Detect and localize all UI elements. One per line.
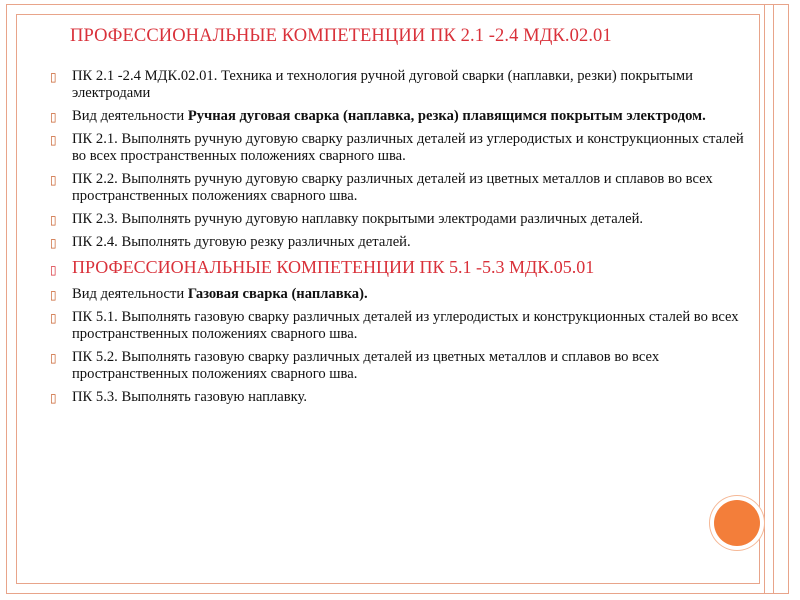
item-text: ПК 5.1. Выполнять газовую сварку различных деталей из углеродистых и конструкционных сталей во всех пространственных положениях сварного шва. xyxy=(72,309,739,342)
item-label: Вид деятельности xyxy=(72,108,188,124)
slide-side-rail xyxy=(764,4,774,594)
bullet-icon: ▯ xyxy=(50,288,57,302)
bullet-icon: ▯ xyxy=(50,173,57,187)
item-text: ПК 2.2. Выполнять ручную дуговую сварку различных деталей из цветных металлов и сплавов во всех пространственных положениях сварного шва. xyxy=(72,171,713,204)
list-item xyxy=(50,171,755,205)
item-text: ПК 2.1 -2.4 МДК.02.01. Техника и технология ручной дуговой сварки (наплавки, резки) покрытыми электродами xyxy=(72,68,693,101)
item-text: ПК 5.2. Выполнять газовую сварку различных деталей из цветных металлов и сплавов во всех пространственных положениях сварного шва. xyxy=(72,349,660,382)
bullet-icon: ▯ xyxy=(50,133,57,147)
list-item xyxy=(50,68,755,102)
list-item xyxy=(50,131,755,165)
decorative-orange-circle xyxy=(714,500,760,546)
list-item xyxy=(50,108,755,125)
list-item xyxy=(50,389,755,406)
list-item xyxy=(50,286,755,303)
list-item xyxy=(50,309,755,343)
item-strong-text: Ручная дуговая сварка (наплавка, резка) плавящимся покрытым электродом. xyxy=(187,108,706,124)
list-item xyxy=(50,234,755,251)
bullet-icon: ▯ xyxy=(50,351,57,365)
bullet-icon: ▯ xyxy=(50,391,57,405)
bullet-icon: ▯ xyxy=(50,311,57,325)
slide-title: ПРОФЕССИОНАЛЬНЫЕ КОМПЕТЕНЦИИ ПК 2.1 -2.4 МДК.02.01 xyxy=(70,26,612,46)
item-label: Вид деятельности xyxy=(72,286,188,302)
slide-content xyxy=(50,68,755,412)
item-text: ПК 2.3. Выполнять ручную дуговую наплавку покрытыми электродами различных деталей. xyxy=(72,211,644,227)
item-text: ПК 2.1. Выполнять ручную дуговую сварку различных деталей из углеродистых и конструкционных сталей во всех пространственных положениях сварного шва. xyxy=(72,131,744,164)
bullet-icon: ▯ xyxy=(50,213,57,227)
item-text: ПК 5.3. Выполнять газовую наплавку. xyxy=(72,389,308,405)
item-strong-text: Газовая сварка (наплавка). xyxy=(187,286,368,302)
section-heading xyxy=(50,257,755,278)
bullet-icon: ▯ xyxy=(50,70,57,84)
bullet-icon: ▯ xyxy=(50,110,57,124)
item-text: ПК 2.4. Выполнять дуговую резку различных деталей. xyxy=(72,234,411,250)
bullet-icon: ▯ xyxy=(50,236,57,250)
section-heading-text: ПРОФЕССИОНАЛЬНЫЕ КОМПЕТЕНЦИИ ПК 5.1 -5.3 МДК.05.01 xyxy=(72,257,595,277)
list-item xyxy=(50,349,755,383)
list-item xyxy=(50,211,755,228)
bullet-icon: ▯ xyxy=(50,263,57,277)
